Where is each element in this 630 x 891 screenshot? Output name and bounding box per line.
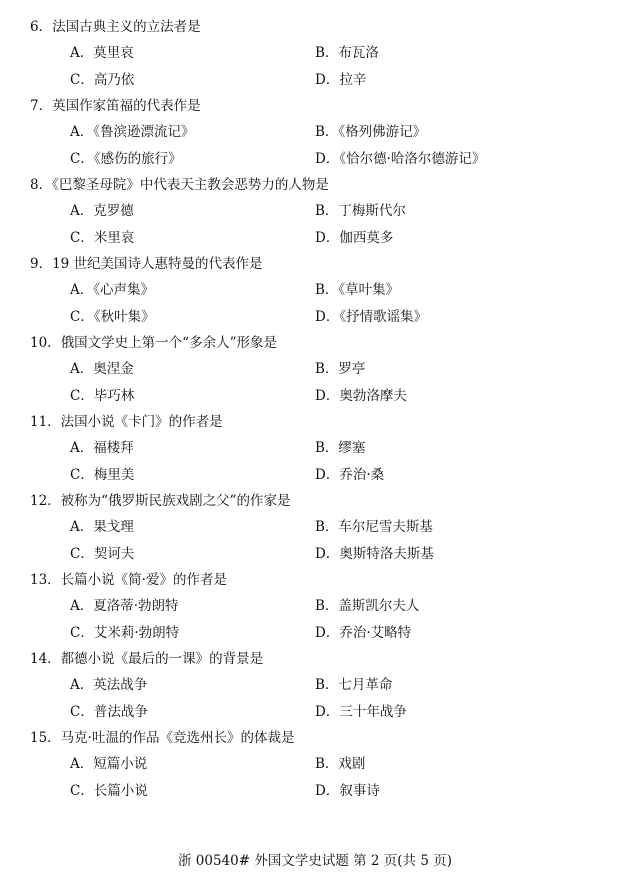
option-c: C．米里哀 bbox=[70, 229, 135, 246]
option-d: D．奥斯特洛夫斯基 bbox=[315, 545, 434, 562]
question-12 bbox=[30, 488, 610, 567]
question-text: 8．《巴黎圣母院》中代表天主教会恶势力的人物是 bbox=[30, 177, 329, 193]
option-row bbox=[30, 514, 610, 541]
option-a: A．克罗德 bbox=[70, 203, 134, 219]
question-6 bbox=[30, 14, 610, 93]
option-row bbox=[30, 225, 610, 252]
option-c: C．毕巧林 bbox=[70, 387, 135, 404]
question-text: 11．法国小说《卡门》的作者是 bbox=[30, 414, 223, 430]
option-d: D．奥勃洛摩夫 bbox=[315, 387, 407, 404]
option-d: D．乔治·艾略特 bbox=[315, 624, 412, 641]
question-text: 9．19 世纪美国诗人惠特曼的代表作是 bbox=[30, 256, 263, 272]
option-b: B．丁梅斯代尔 bbox=[315, 203, 406, 219]
option-a: A．英法战争 bbox=[70, 677, 148, 693]
option-row bbox=[30, 672, 610, 699]
question-14 bbox=[30, 646, 610, 725]
option-d: D．乔治·桑 bbox=[315, 466, 385, 483]
option-c: C．《感伤的旅行》 bbox=[70, 150, 182, 167]
option-d: D．三十年战争 bbox=[315, 703, 407, 720]
option-a: A．莫里哀 bbox=[70, 45, 134, 61]
question-text: 10．俄国文学史上第一个“多余人”形象是 bbox=[30, 335, 277, 351]
question-11 bbox=[30, 409, 610, 488]
option-b: B．盖斯凯尔夫人 bbox=[315, 598, 420, 614]
question-10 bbox=[30, 330, 610, 409]
option-d: D．伽西莫多 bbox=[315, 229, 394, 246]
option-b: B．《草叶集》 bbox=[315, 282, 400, 298]
option-c: C．契诃夫 bbox=[70, 545, 135, 562]
question-9 bbox=[30, 251, 610, 330]
option-b: B．七月革命 bbox=[315, 677, 393, 693]
question-list bbox=[30, 14, 610, 804]
option-a: A．《心声集》 bbox=[70, 282, 154, 298]
question-text: 15．马克·吐温的作品《竞选州长》的体裁是 bbox=[30, 730, 295, 746]
question-text: 7．英国作家笛福的代表作是 bbox=[30, 98, 201, 114]
option-row bbox=[30, 40, 610, 67]
option-c: C．梅里美 bbox=[70, 466, 135, 483]
question-8 bbox=[30, 172, 610, 251]
page-footer: 浙 00540# 外国文学史试题 第 2 页(共 5 页) bbox=[177, 853, 452, 869]
option-row bbox=[30, 435, 610, 462]
option-row bbox=[30, 383, 610, 410]
option-row bbox=[30, 751, 610, 778]
option-d: D．拉辛 bbox=[315, 71, 367, 88]
option-row bbox=[30, 699, 610, 726]
question-text: 12．被称为“俄罗斯民族戏剧之父”的作家是 bbox=[30, 493, 291, 509]
option-a: A．果戈理 bbox=[70, 519, 134, 535]
option-a: A．短篇小说 bbox=[70, 756, 148, 772]
option-row bbox=[30, 620, 610, 647]
option-row bbox=[30, 277, 610, 304]
option-b: B．《格列佛游记》 bbox=[315, 124, 427, 140]
option-row bbox=[30, 198, 610, 225]
option-d: D．叙事诗 bbox=[315, 782, 380, 799]
option-row bbox=[30, 462, 610, 489]
question-text: 14．都德小说《最后的一课》的背景是 bbox=[30, 651, 264, 667]
question-7 bbox=[30, 93, 610, 172]
option-b: B．缪塞 bbox=[315, 440, 366, 456]
option-b: B．布瓦洛 bbox=[315, 45, 379, 61]
option-d: D．《恰尔德·哈洛尔德游记》 bbox=[315, 150, 486, 167]
option-c: C．长篇小说 bbox=[70, 782, 148, 799]
option-b: B．罗亭 bbox=[315, 361, 366, 377]
option-d: D．《抒情歌谣集》 bbox=[315, 308, 428, 325]
option-row bbox=[30, 356, 610, 383]
option-c: C．艾米莉·勃朗特 bbox=[70, 624, 180, 641]
option-row bbox=[30, 778, 610, 805]
question-13 bbox=[30, 567, 610, 646]
question-text: 6．法国古典主义的立法者是 bbox=[30, 19, 201, 35]
option-row bbox=[30, 67, 610, 94]
option-c: C．高乃依 bbox=[70, 71, 135, 88]
option-a: A．夏洛蒂·勃朗特 bbox=[70, 598, 179, 614]
option-a: A．福楼拜 bbox=[70, 440, 134, 456]
option-a: A．奥涅金 bbox=[70, 361, 134, 377]
question-text: 13．长篇小说《简·爱》的作者是 bbox=[30, 572, 227, 588]
question-15 bbox=[30, 725, 610, 804]
option-b: B．车尔尼雪夫斯基 bbox=[315, 519, 433, 535]
option-c: C．《秋叶集》 bbox=[70, 308, 155, 325]
option-b: B．戏剧 bbox=[315, 756, 366, 772]
option-row bbox=[30, 304, 610, 331]
option-row bbox=[30, 593, 610, 620]
option-row bbox=[30, 119, 610, 146]
option-row bbox=[30, 541, 610, 568]
option-a: A．《鲁滨逊漂流记》 bbox=[70, 124, 195, 140]
option-c: C．普法战争 bbox=[70, 703, 148, 720]
option-row bbox=[30, 146, 610, 173]
